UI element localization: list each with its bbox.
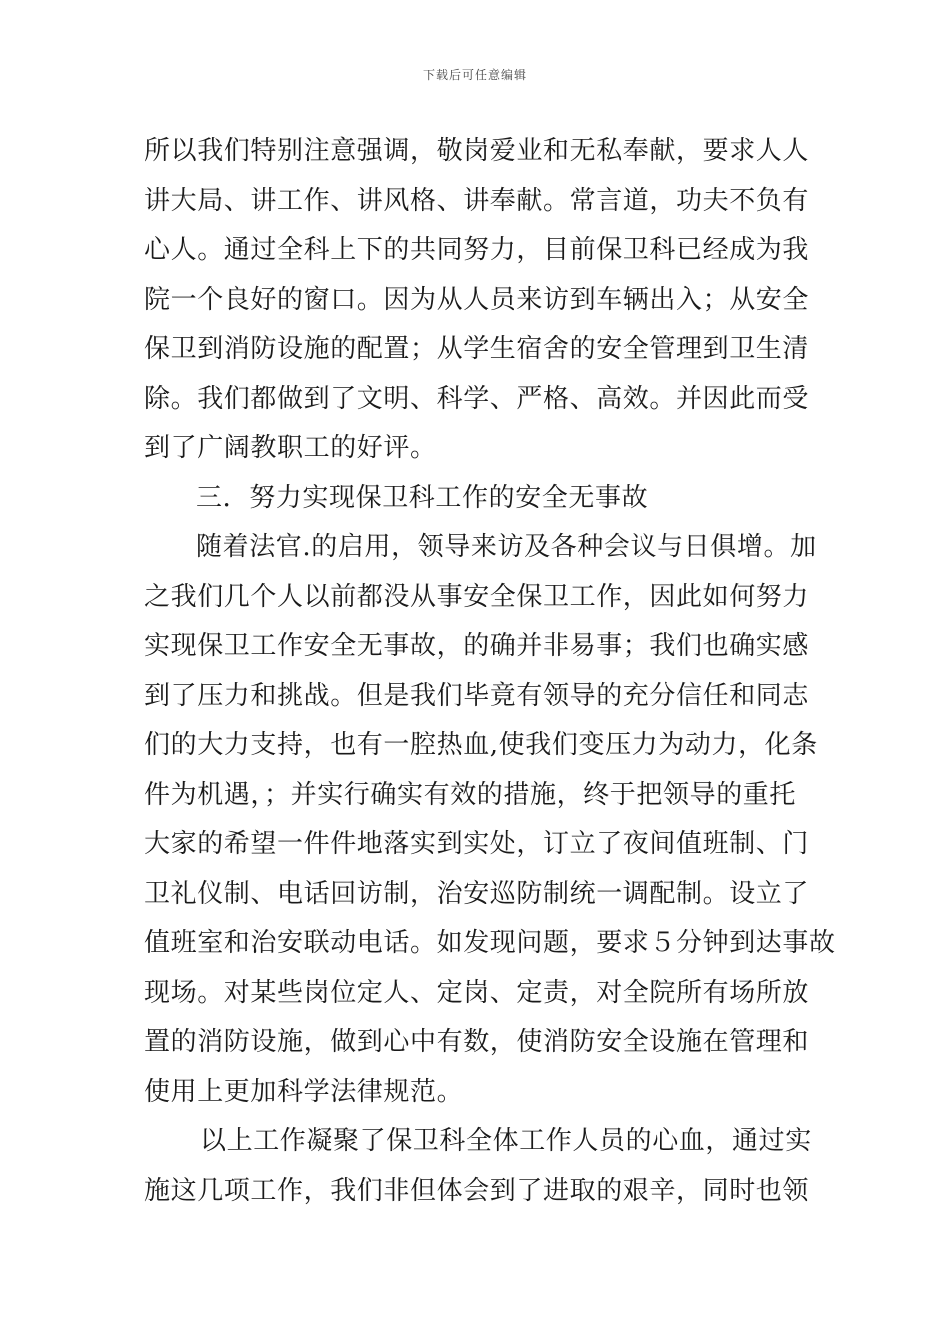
- paragraph-line: 置的消防设施，做到心中有数，使消防安全设施在管理和: [144, 1027, 810, 1057]
- paragraph-line: 们的大力支持，也有一腔热血,使我们变压力为动力，化条: [144, 730, 818, 760]
- section-heading: 三．努力实现保卫科工作的安全无事故: [196, 482, 649, 513]
- paragraph-line: 现场。对某些岗位定人、定岗、定责，对全院所有场所放: [144, 977, 810, 1008]
- paragraph-line: 讲大局、讲工作、讲风格、讲奉献。常言道，功夫不负有: [144, 185, 810, 216]
- paragraph-line: 除。我们都做到了文明、科学、严格、高效。并因此而受: [144, 383, 810, 414]
- paragraph-line: 使用上更加科学法律规范。: [144, 1076, 464, 1107]
- paragraph-line: 大家的希望一件件地落实到实处，订立了夜间值班制、门: [144, 829, 810, 859]
- paragraph-line: 到了广阔教职工的好评。: [144, 433, 437, 463]
- paragraph-line: 到了压力和挑战。但是我们毕竟有领导的充分信任和同志: [144, 680, 810, 711]
- paragraph-line: 件为机遇，；并实行确实有效的措施，终于把领导的重托: [144, 779, 797, 810]
- paragraph-line: 所以我们特别注意强调，敬岗爱业和无私奉献，要求人人: [144, 136, 810, 166]
- page-header: 下载后可任意编辑: [422, 68, 527, 82]
- paragraph-line: 之我们几个人以前都没从事安全保卫工作，因此如何努力: [144, 581, 810, 612]
- paragraph-line: 院一个良好的窗口。因为从人员来访到车辆出入；从安全: [144, 284, 810, 315]
- paragraph-line: 施这几项工作，我们非但体会到了进取的艰辛，同时也领: [144, 1175, 810, 1206]
- paragraph-line: 卫礼仪制、电话回访制，治安巡防制统一调配制。设立了: [144, 878, 810, 909]
- document-body: [144, 127, 836, 1216]
- paragraph-line: 随着法官.的启用，领导来访及各种会议与日俱增。加: [196, 532, 817, 562]
- paragraph-line: 值班室和治安联动电话。如发现问题，要求５分钟到达事故: [144, 928, 836, 958]
- paragraph-line: 保卫到消防设施的配置；从学生宿舍的安全管理到卫生清: [144, 334, 810, 364]
- paragraph-line: 实现保卫工作安全无事故，的确并非易事；我们也确实感: [144, 631, 810, 661]
- paragraph-line: 以上工作凝聚了保卫科全体工作人员的心血，通过实: [200, 1126, 812, 1156]
- paragraph-line: 心人。通过全科上下的共同努力，目前保卫科已经成为我: [144, 235, 810, 265]
